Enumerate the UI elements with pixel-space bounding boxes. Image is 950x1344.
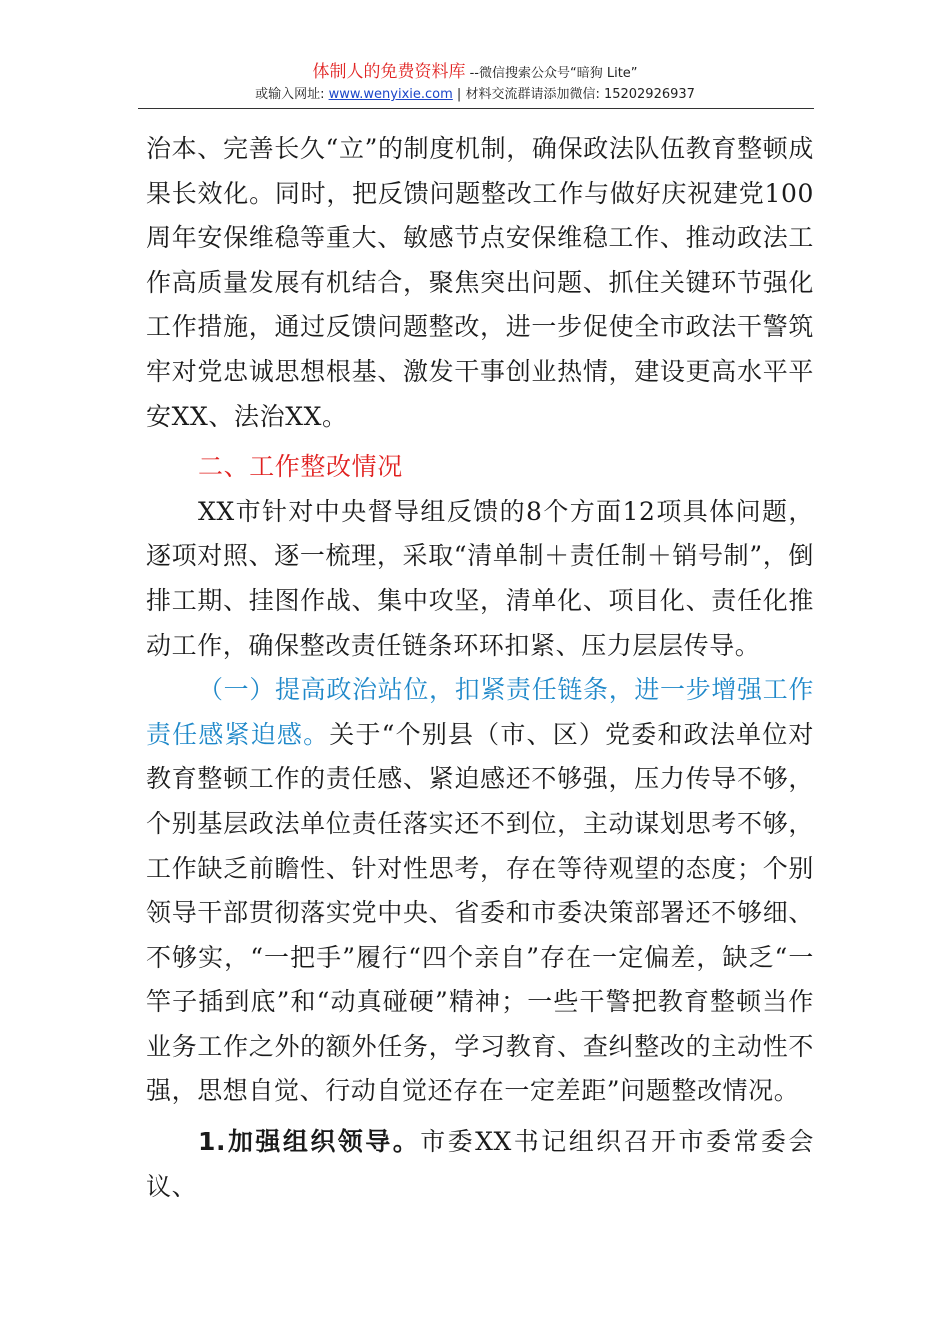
document-body bbox=[146, 127, 814, 1209]
header-wechat-contact: | 材料交流群请添加微信: 15202926937 bbox=[452, 87, 695, 102]
list-item bbox=[146, 1120, 814, 1209]
list-item-text: 市委XX书记组织召开市委常委会议、 bbox=[146, 1127, 814, 1201]
body-paragraph: XX市针对中央督导组反馈的8个方面12项具体问题，逐项对照、逐一梳理，采取“清单制＋责任制＋销号制”，倒排工期、挂图作战、集中攻坚，清单化、项目化、责任化推动工作，确保整改责任链条环环扣紧、压力层层传导。 bbox=[146, 496, 814, 660]
section-heading: 二、工作整改情况 bbox=[198, 452, 403, 482]
header-slogan: --微信搜索公众号“暗狗 Lite” bbox=[465, 66, 638, 81]
body-paragraph: 治本、完善长久“立”的制度机制，确保政法队伍教育整顿成果长效化。同时，把反馈问题整改工作与做好庆祝建党100周年安保维稳等重大、敏感节点安保维稳工作、推动政法工作高质量发展有机结合，聚焦突出问题、抓住关键环节强化工作措施，通过反馈问题整改，进一步促使全市政法干警筑牢对党忠诚思想根基、激发干事创业热情，建设更高水平平安XX、法治XX。 bbox=[146, 134, 814, 431]
header-contact-line bbox=[0, 86, 950, 104]
header-divider bbox=[138, 108, 814, 109]
list-item-lead: 1.加强组织领导。 bbox=[198, 1127, 421, 1157]
header-brand-line bbox=[0, 62, 950, 84]
subsection-paragraph bbox=[146, 668, 814, 1114]
header-url-link[interactable]: www.wenyixie.com bbox=[328, 87, 453, 102]
subsection-title: （一）提高政治站位，扣紧责任链条，进一步增强工作责任感紧迫感。 bbox=[146, 675, 814, 749]
page-header bbox=[0, 62, 950, 104]
header-brand: 体制人的免费资料库 bbox=[312, 62, 466, 82]
subsection-text: 关于“个别县（市、区）党委和政法单位对教育整顿工作的责任感、紧迫感还不够强，压力传导不够，个别基层政法单位责任落实还不到位，主动谋划思考不够，工作缺乏前瞻性、针对性思考，存在等待观望的态度；个别领导干部贯彻落实党中央、省委和市委决策部署还不够细、不够实，“一把手”履行“四个亲自”存在一定偏差，缺乏“一竿子插到底”和“动真碰硬”精神；一些干警把教育整顿当作业务工作之外的额外任务，学习教育、查纠整改的主动性不强，思想自觉、行动自觉还存在一定差距”问题整改情况。 bbox=[146, 719, 814, 1106]
header-url-prefix: 或输入网址: bbox=[255, 87, 329, 102]
